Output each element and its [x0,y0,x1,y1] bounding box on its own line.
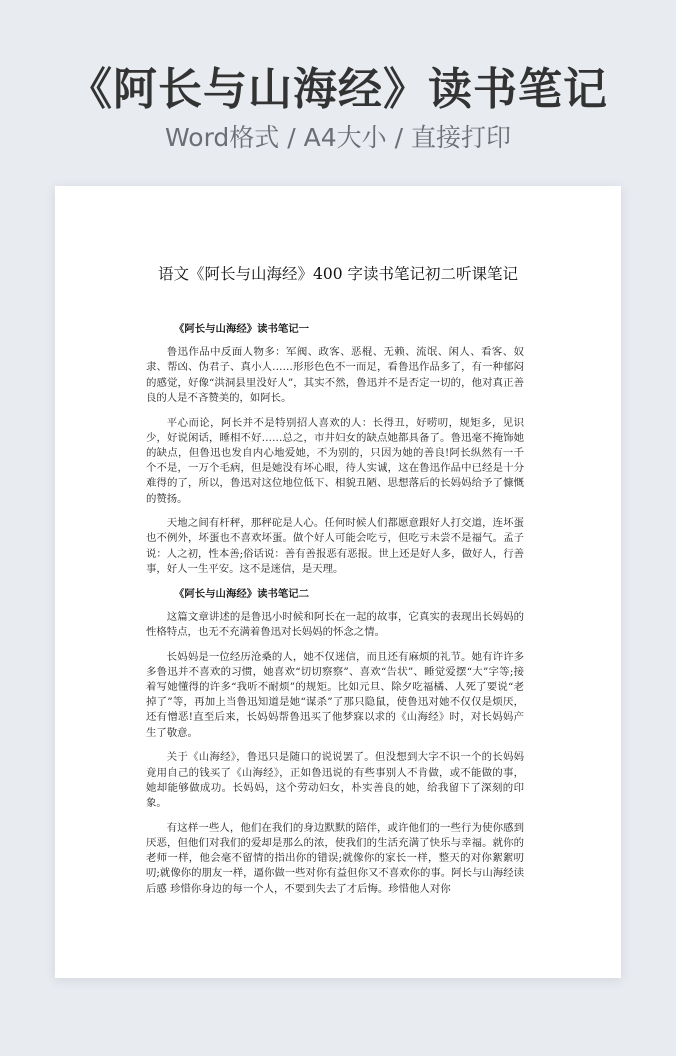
banner-title: 《阿长与山海经》读书笔记 [68,64,608,115]
banner-subtitle: Word格式 / A4大小 / 直接打印 [165,123,511,152]
section-heading: 《阿长与山海经》读书笔记一 [174,323,310,335]
document-body [146,322,524,906]
paragraph: 平心而论，阿长并不是特别招人喜欢的人：长得丑，好唠叨，规矩多，见识少，好说闲话，睡相不好……总之，市井妇女的缺点她都具备了。鲁迅毫不掩饰她的缺点，但鲁迅也发自内心地爱她，不为别的，只因为她的善良!阿长纵然有一千个不是，一万个毛病，但是她没有坏心眼，待人实诚，这在鲁迅作品中已经是十分难得的了，所以，鲁迅对这位地位低下、相貌丑陋、思想落后的长妈妈给予了慷慨的赞扬。 [146,416,524,505]
paragraph: 长妈妈是一位经历沧桑的人，她不仅迷信，而且还有麻烦的礼节。她有许许多多鲁迅并不喜欢的习惯，她喜欢“切切察察”、喜欢“告状”、睡觉爱摆“大”字等;接着写她懂得的许多“我听不耐烦”的规矩。比如元旦、除夕吃福橘、人死了要说“老掉了”等，再加上当鲁迅知道是她“谋杀”了那只隐鼠，使鲁迅对她不仅仅是烦厌，还有憎恶!直至后来，长妈妈帮鲁迅买了他梦寐以求的《山海经》时，对长妈妈产生了敬意。 [146,650,524,739]
paragraph: 有这样一些人，他们在我们的身边默默的陪伴，或许他们的一些行为使你感到厌恶，但他们对我们的爱却是那么的浓，使我们的生活充满了快乐与幸福。就你的老师一样，他会毫不留情的指出你的错误;就像你的家长一样，整天的对你絮絮叨叨;就像你的朋友一样，逼你做一些对你有益但你又不喜欢你的事。阿长与山海经读后感 珍惜你身边的每一个人，不要到失去了才后悔。珍惜他人对你 [146,821,524,895]
section-heading: 《阿长与山海经》读书笔记二 [174,587,310,600]
document-page [55,186,621,978]
paragraph: 关于《山海经》，鲁迅只是随口的说说罢了。但没想到大字不识一个的长妈妈竟用自己的钱买了《山海经》，正如鲁迅说的有些事别人不肯做，或不能做的事，她却能够做成功。长妈妈，这个劳动妇女，朴实善良的她，给我留下了深刻的印象。 [146,751,524,809]
paragraph: 天地之间有杆秤，那秤砣是人心。任何时候人们都愿意跟好人打交道，连坏蛋也不例外，坏蛋也不喜欢坏蛋。做个好人可能会吃亏，但吃亏未尝不是福气。孟子说：人之初，性本善;俗话说：善有善报恶有恶报。世上还是好人多，做好人，行善事，好人一生平安。这不是迷信，是天理。 [146,517,524,575]
document-title: 语文《阿长与山海经》400 字读书笔记初二听课笔记 [157,265,518,283]
paragraph: 这篇文章讲述的是鲁迅小时候和阿长在一起的故事，它真实的表现出长妈妈的性格特点，也无不充满着鲁迅对长妈妈的怀念之情。 [146,610,524,638]
paragraph: 鲁迅作品中反面人物多：军阀、政客、恶棍、无赖、流氓、闲人、看客、奴隶、帮凶、伪君子、真小人……形形色色不一而足，看鲁迅作品多了，有一种郁闷的感觉，好像“洪洞县里没好人”，其实不然，鲁迅并不是否定一切的，他对真正善良的人是不吝赞美的，如阿长。 [146,346,524,404]
